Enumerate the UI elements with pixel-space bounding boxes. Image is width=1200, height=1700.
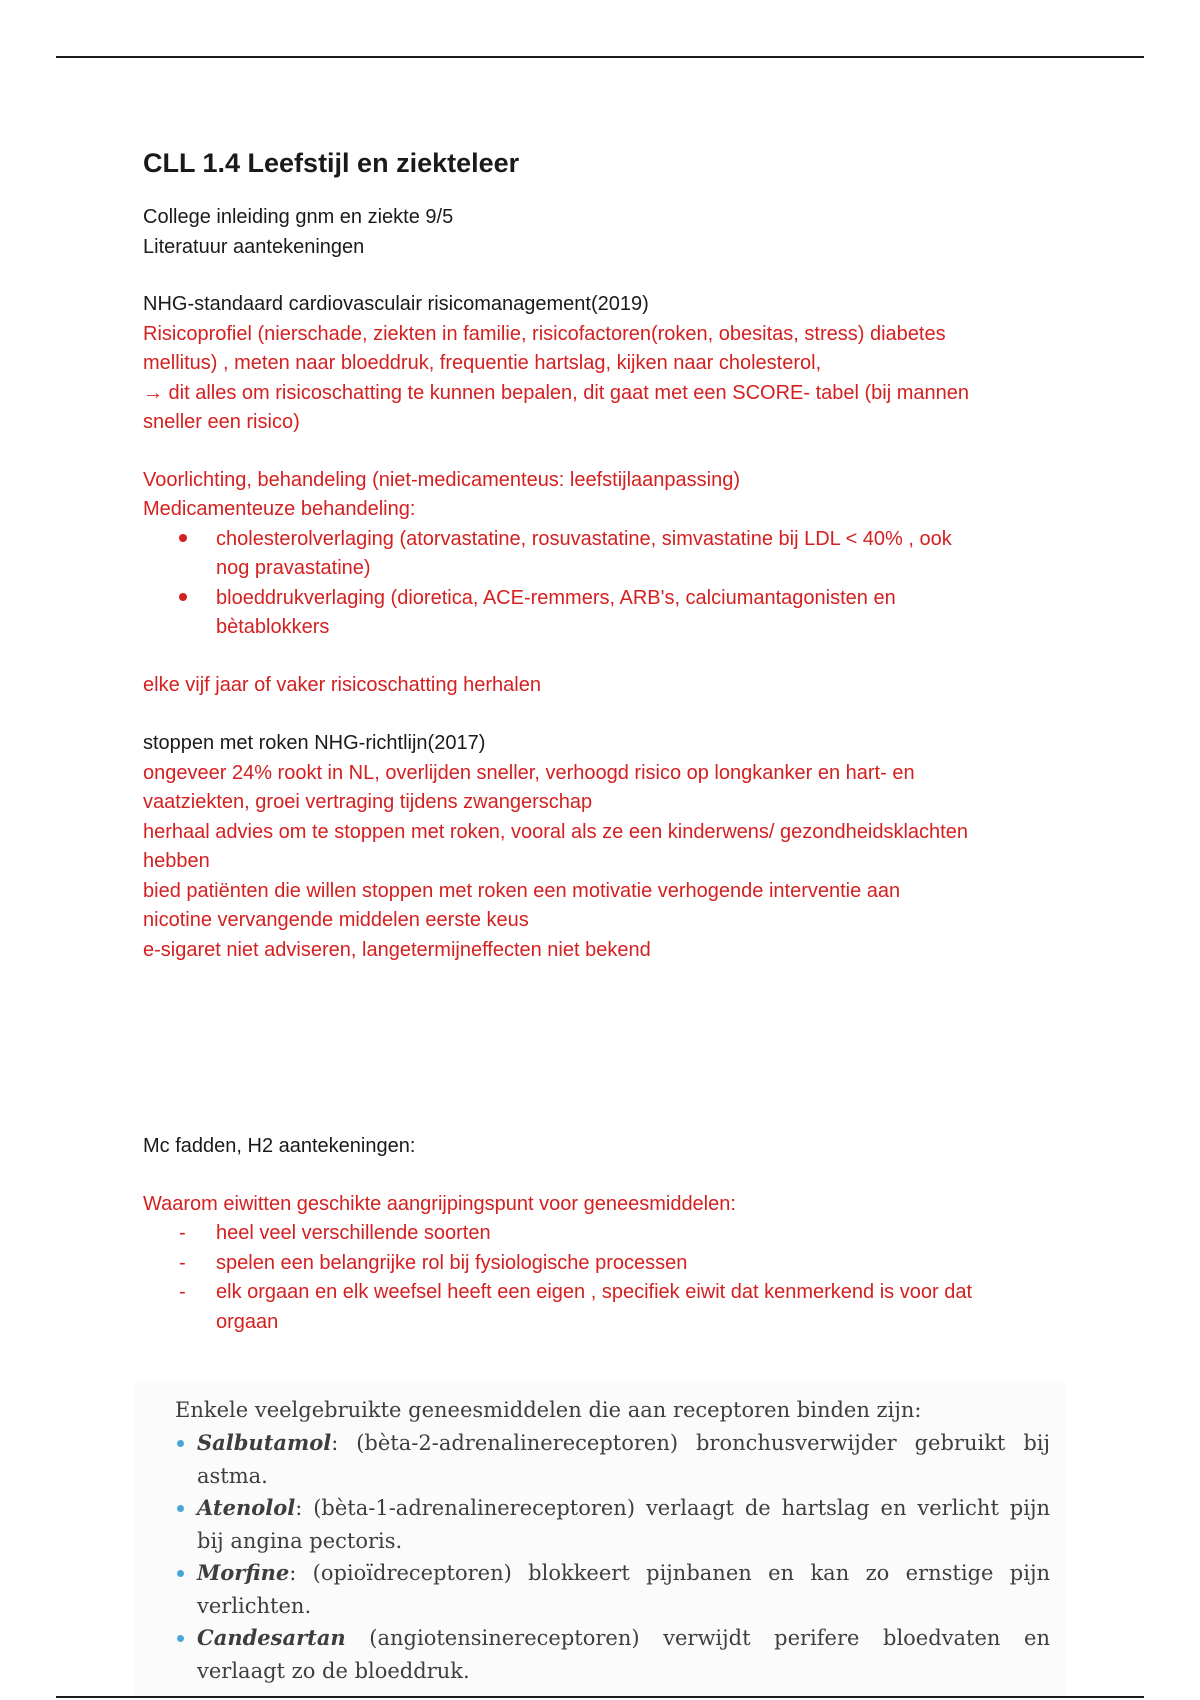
- drug-name: Candesartan: [197, 1625, 346, 1650]
- mcfadden-heading: Mc fadden, H2 aantekeningen:: [143, 1135, 416, 1157]
- intro-line-course: College inleiding gnm en ziekte 9/5: [143, 206, 454, 228]
- smoking-line: ongeveer 24% rookt in NL, overlijden sneller, verhoogd risico op longkanker en hart- en: [143, 761, 915, 784]
- nhg-cvrm-line: sneller een risico): [143, 411, 300, 433]
- header-rule: [56, 56, 1144, 58]
- list-item-line: nog pravastatine): [216, 557, 371, 579]
- excerpt-intro: Enkele veelgebruikte geneesmiddelen die aan receptoren binden zijn:: [175, 1398, 922, 1422]
- list-item-line: bloeddrukverlaging (dioretica, ACE-remmers, ARB's, calciumantagonisten en: [216, 586, 896, 609]
- list-item-line: spelen een belangrijke rol bij fysiologische processen: [216, 1251, 688, 1274]
- nhg-cvrm-line: Risicoprofiel (nierschade, ziekten in familie, risicofactoren(roken, obesitas, stress) diabetes: [143, 322, 946, 345]
- dash-marker: -: [179, 1222, 186, 1244]
- list-item-line: heel veel verschillende soorten: [216, 1222, 491, 1244]
- list-item: [175, 1492, 1050, 1557]
- smoking-line: bied patiënten die willen stoppen met roken een motivatie verhogende interventie aan: [143, 879, 901, 902]
- dash-marker: -: [179, 1281, 186, 1303]
- list-item: [143, 1278, 1063, 1337]
- smoking-line: vaatziekten, groei vertraging tijdens zwangerschap: [143, 791, 593, 813]
- drug-name: Atenolol: [197, 1495, 296, 1520]
- smoking-line: nicotine vervangende middelen eerste keus: [143, 909, 529, 931]
- drug-name: Salbutamol: [197, 1430, 332, 1455]
- protein-reasons-list: [143, 1219, 1063, 1337]
- smoking-heading: stoppen met roken NHG-richtlijn(2017): [143, 732, 486, 754]
- treatment-line: Medicamenteuze behandeling:: [143, 498, 416, 520]
- drug-name: Morfine: [197, 1560, 290, 1585]
- bullet-icon: [177, 1505, 184, 1512]
- list-item: [175, 1557, 1050, 1622]
- nhg-cvrm-heading: NHG-standaard cardiovasculair risicomanagement(2019): [143, 293, 649, 315]
- medication-list: [143, 525, 1063, 643]
- document-title: CLL 1.4 Leefstijl en ziekteleer: [143, 148, 520, 178]
- list-item-line: cholesterolverlaging (atorvastatine, rosuvastatine, simvastatine bij LDL < 40% , ook: [216, 527, 952, 550]
- footer-rule: [56, 1696, 1144, 1698]
- list-item: [143, 525, 1063, 584]
- list-item: [143, 1219, 1063, 1249]
- document-body: [143, 145, 1063, 1337]
- nhg-cvrm-line: → dit alles om risicoschatting te kunnen bepalen, dit gaat met een SCORE- tabel (bij mannen: [143, 381, 969, 404]
- list-item-line: bètablokkers: [216, 616, 330, 638]
- nhg-cvrm-line: mellitus) , meten naar bloeddruk, frequentie hartslag, kijken naar cholesterol,: [143, 352, 822, 374]
- list-item: [175, 1427, 1050, 1492]
- book-excerpt: [135, 1380, 1065, 1696]
- treatment-line: Voorlichting, behandeling (niet-medicamenteus: leefstijlaanpassing): [143, 468, 741, 491]
- list-item: [143, 584, 1063, 643]
- list-item-line: elk orgaan en elk weefsel heeft een eigen , specifiek eiwit dat kenmerkend is voor dat: [216, 1281, 972, 1303]
- drug-description: (angiotensinereceptoren) verwijdt perifere bloedvaten en verlaagt zo de bloeddruk.: [197, 1626, 1050, 1683]
- drug-description: : (bèta-1-adrenalinereceptoren) verlaagt de hartslag en verlicht pijn bij angina pectoris.: [197, 1496, 1050, 1553]
- bullet-icon: [179, 525, 199, 555]
- bullet-icon: [177, 1570, 184, 1577]
- protein-question: Waarom eiwitten geschikte aangrijpingspunt voor geneesmiddelen:: [143, 1192, 736, 1215]
- list-item: [175, 1622, 1050, 1687]
- drug-description: : (opioïdreceptoren) blokkeert pijnbanen en kan zo ernstige pijn verlichten.: [197, 1561, 1050, 1618]
- bullet-icon: [177, 1440, 184, 1447]
- smoking-line: e-sigaret niet adviseren, langetermijneffecten niet bekend: [143, 938, 651, 961]
- smoking-line: herhaal advies om te stoppen met roken, vooral als ze een kinderwens/ gezondheidsklachten: [143, 820, 968, 843]
- drug-description: : (bèta-2-adrenalinereceptoren) bronchusverwijder gebruikt bij astma.: [197, 1431, 1050, 1488]
- dash-marker: -: [179, 1251, 186, 1274]
- bullet-icon: [179, 584, 199, 614]
- smoking-line: hebben: [143, 850, 210, 872]
- repeat-assessment-line: elke vijf jaar of vaker risicoschatting herhalen: [143, 673, 541, 696]
- receptor-drug-list: [175, 1427, 1050, 1687]
- intro-line-literature: Literatuur aantekeningen: [143, 235, 365, 258]
- list-item-line: orgaan: [216, 1310, 279, 1333]
- list-item: [143, 1249, 1063, 1279]
- bullet-icon: [177, 1635, 184, 1642]
